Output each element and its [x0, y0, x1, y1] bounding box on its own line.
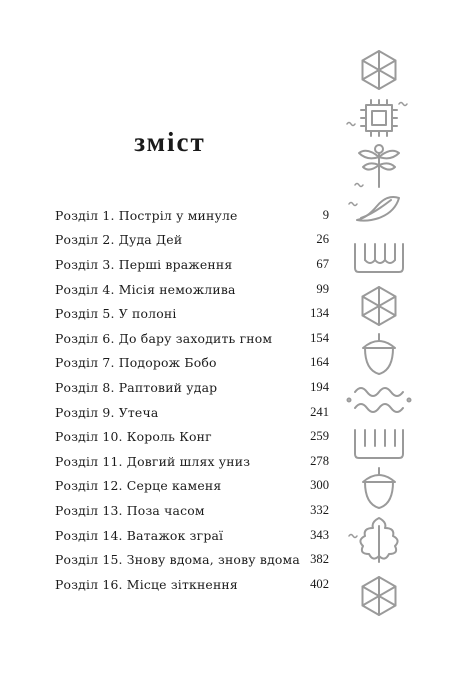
- toc-entry-page: 259: [310, 429, 329, 444]
- acorn-icon: [363, 334, 395, 374]
- toc-entry: [55, 498, 329, 523]
- toc-entry-title: Розділ 10. Король Конг: [55, 429, 212, 445]
- toc-entry-page: 164: [310, 355, 329, 370]
- oak-leaf-icon: [349, 518, 398, 562]
- toc-entry-title: Розділ 15. Знову вдома, знову вдома: [55, 552, 300, 568]
- toc-entry-title: Розділ 13. Поза часом: [55, 502, 205, 518]
- hexagon-wheel-icon: [363, 51, 396, 89]
- toc-entry: [55, 326, 329, 351]
- toc-entry-page: 278: [310, 453, 329, 468]
- toc-entry: [55, 203, 329, 228]
- dragonfly-icon: [355, 145, 399, 187]
- toc-entry: [55, 301, 329, 326]
- toc-entry: [55, 351, 329, 376]
- toc-entry-page: 154: [310, 330, 329, 345]
- toc-entry-page: 402: [310, 576, 329, 591]
- toc-entry: [55, 523, 329, 548]
- toc-entry-page: 26: [316, 232, 329, 247]
- hexagon-wheel-icon: [363, 287, 396, 325]
- toc-entry-page: 382: [310, 552, 329, 567]
- toc-entry-title: Розділ 4. Місія неможлива: [55, 281, 236, 297]
- toc-entry-title: Розділ 1. Постріл у минуле: [55, 207, 238, 223]
- toc-entry-page: 99: [316, 281, 329, 296]
- page-title: зміст: [134, 127, 206, 157]
- toc-entry: [55, 474, 329, 499]
- toc-entry-title: Розділ 7. Подорож Бобо: [55, 355, 217, 371]
- decorative-border: [346, 40, 412, 640]
- toc-entry-page: 241: [310, 404, 329, 419]
- toc-entry-title: Розділ 11. Довгий шлях униз: [55, 453, 251, 469]
- toc-entry-title: Розділ 12. Серце каменя: [55, 478, 222, 494]
- toc-entry: [55, 228, 329, 253]
- hexagon-wheel-icon: [363, 577, 396, 615]
- toc-entry-title: Розділ 9. Утеча: [55, 404, 159, 420]
- zigzag-icon: [355, 244, 403, 272]
- toc-entry-page: 194: [310, 379, 329, 394]
- toc-entry-page: 343: [310, 527, 329, 542]
- toc-entry-title: Розділ 3. Перші враження: [55, 256, 233, 272]
- leaf-swirl-icon: [349, 197, 399, 221]
- wave-icon: [348, 388, 411, 412]
- toc-entry-title: Розділ 14. Ватажок зграї: [55, 527, 224, 543]
- table-of-contents: [55, 203, 329, 597]
- toc-entry-title: Розділ 6. До бару заходить гном: [55, 330, 273, 346]
- toc-entry: [55, 449, 329, 474]
- toc-entry-title: Розділ 5. У полоні: [55, 306, 177, 322]
- toc-entry-page: 67: [316, 256, 329, 271]
- toc-entry: [55, 277, 329, 302]
- toc-entry: [55, 400, 329, 425]
- toc-entry: [55, 252, 329, 277]
- toc-entry: [55, 375, 329, 400]
- chip-icon: [347, 100, 407, 136]
- toc-entry: [55, 424, 329, 449]
- toc-entry-title: Розділ 16. Місце зіткнення: [55, 576, 238, 592]
- toc-entry: [55, 547, 329, 572]
- toc-entry-page: 332: [310, 502, 329, 517]
- toc-entry: [55, 572, 329, 597]
- toc-entry-page: 134: [310, 306, 329, 321]
- toc-entry-page: 300: [310, 478, 329, 493]
- toc-entry-page: 9: [322, 207, 329, 222]
- toc-entry-title: Розділ 2. Дуда Дей: [55, 232, 183, 248]
- zigzag-icon: [355, 430, 403, 458]
- acorn-icon: [363, 468, 395, 508]
- toc-entry-title: Розділ 8. Раптовий удар: [55, 379, 218, 395]
